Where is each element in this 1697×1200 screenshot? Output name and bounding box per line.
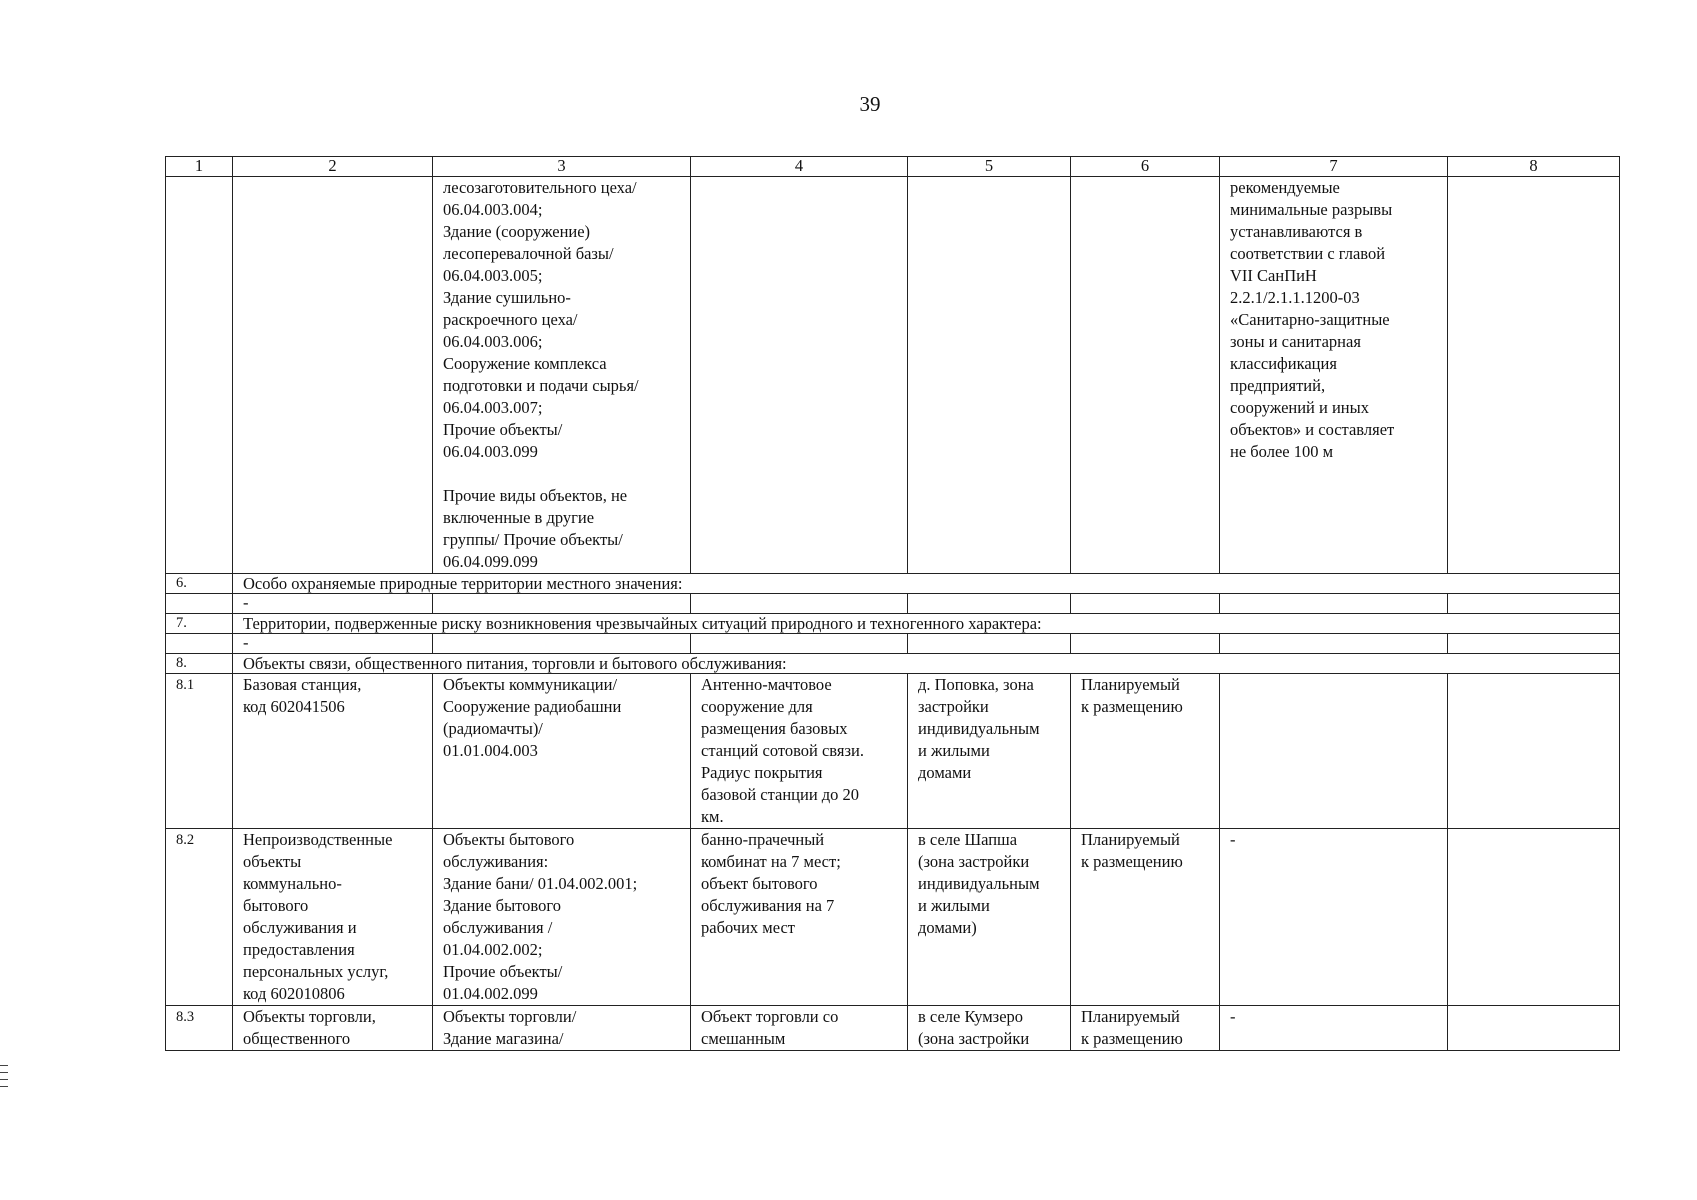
section-row xyxy=(166,654,1620,674)
column-number: 6 xyxy=(1071,157,1220,177)
table-cell xyxy=(166,177,233,574)
sanitary-zone-text: рекомендуемые минимальные разрывы устанавливаются в соответствии с главой VII СанПиН 2.2.1/2.1.1.1200-03 «Санитарно-защитные зоны и санитарная классификация предприятий, сооружений и иных объектов» и составляет не более 100 м xyxy=(1230,178,1395,461)
section-row xyxy=(166,614,1620,634)
table-cell xyxy=(1220,594,1448,614)
table-cell xyxy=(166,634,233,654)
table-cell xyxy=(166,594,233,614)
table-cell xyxy=(1448,829,1620,1006)
table-row xyxy=(166,829,1620,1006)
table-cell: Планируемый к размещению xyxy=(1071,674,1220,829)
row-number: 8.3 xyxy=(166,1006,233,1051)
column-number: 3 xyxy=(433,157,691,177)
table-cell: Непроизводственные объекты коммунально- бытового обслуживания и предоставления персональных услуг, код 602010806 xyxy=(233,829,433,1006)
table-cell xyxy=(1448,674,1620,829)
dash-cell: - xyxy=(233,594,433,614)
column-number: 7 xyxy=(1220,157,1448,177)
table-cell xyxy=(908,594,1071,614)
table-cell: Объекты торговли/ Здание магазина/ xyxy=(433,1006,691,1051)
table-cell: Планируемый к размещению xyxy=(1071,829,1220,1006)
empty-row xyxy=(166,594,1620,614)
section-number: 7. xyxy=(166,614,233,634)
table-cell xyxy=(1448,634,1620,654)
section-title: Объекты связи, общественного питания, торговли и бытового обслуживания: xyxy=(233,654,1620,674)
table-cell xyxy=(1220,177,1448,574)
scan-edge-marks xyxy=(0,1065,8,1093)
continuation-row xyxy=(166,177,1620,574)
section-title: Территории, подверженные риску возникновения чрезвычайных ситуаций природного и техногенного характера: xyxy=(233,614,1620,634)
table-cell: банно-прачечный комбинат на 7 мест; объект бытового обслуживания на 7 рабочих мест xyxy=(691,829,908,1006)
table-cell xyxy=(691,634,908,654)
table-cell: в селе Шапша (зона застройки индивидуальным и жилыми домами) xyxy=(908,829,1071,1006)
dash-cell: - xyxy=(233,634,433,654)
section-title: Особо охраняемые природные территории местного значения: xyxy=(233,574,1620,594)
table-cell xyxy=(908,634,1071,654)
table-cell xyxy=(1071,177,1220,574)
row-number: 8.2 xyxy=(166,829,233,1006)
table-row xyxy=(166,674,1620,829)
table-cell xyxy=(1448,1006,1620,1051)
table-cell: д. Поповка, зона застройки индивидуальным и жилыми домами xyxy=(908,674,1071,829)
table-cell: в селе Кумзеро (зона застройки xyxy=(908,1006,1071,1051)
row-number: 8.1 xyxy=(166,674,233,829)
table-cell: Объекты бытового обслуживания: Здание бани/ 01.04.002.001; Здание бытового обслуживания / 01.04.002.002; Прочие объекты/ 01.04.002.099 xyxy=(433,829,691,1006)
object-list-text: лесозаготовительного цеха/ 06.04.003.004; Здание (сооружение) лесоперевалочной базы/ 06.04.003.005; Здание сушильно- раскроечного цеха/ 06.04.003.006; Сооружение комплекса подготовки и подачи сырья/ 06.04.003.007; Прочие объекты/ 06.04.003.099 xyxy=(443,178,639,461)
empty-row xyxy=(166,634,1620,654)
table-cell: - xyxy=(1220,829,1448,1006)
table-cell xyxy=(1071,634,1220,654)
section-number: 6. xyxy=(166,574,233,594)
table-cell xyxy=(1220,674,1448,829)
table-cell: Объекты торговли, общественного xyxy=(233,1006,433,1051)
table-cell: Базовая станция, код 602041506 xyxy=(233,674,433,829)
table-cell xyxy=(433,634,691,654)
column-number: 2 xyxy=(233,157,433,177)
page-number: 39 xyxy=(859,92,881,116)
table-cell xyxy=(691,594,908,614)
table-cell xyxy=(233,177,433,574)
table-cell xyxy=(908,177,1071,574)
table-cell xyxy=(1220,634,1448,654)
table-cell: Объект торговли со смешанным xyxy=(691,1006,908,1051)
table-cell: Объекты коммуникации/ Сооружение радиобашни (радиомачты)/ 01.01.004.003 xyxy=(433,674,691,829)
table-cell: Планируемый к размещению xyxy=(1071,1006,1220,1051)
table-cell xyxy=(433,594,691,614)
object-list-text: Прочие виды объектов, не включенные в другие группы/ Прочие объекты/ 06.04.099.099 xyxy=(443,486,628,571)
table-cell: - xyxy=(1220,1006,1448,1051)
column-number: 4 xyxy=(691,157,908,177)
column-numbers-row xyxy=(166,157,1620,177)
column-number: 1 xyxy=(166,157,233,177)
table-cell xyxy=(1071,594,1220,614)
table-row xyxy=(166,1006,1620,1051)
column-number: 8 xyxy=(1448,157,1620,177)
table-cell xyxy=(1448,594,1620,614)
section-row xyxy=(166,574,1620,594)
table-cell xyxy=(691,177,908,574)
column-number: 5 xyxy=(908,157,1071,177)
table-cell xyxy=(1448,177,1620,574)
table-cell: Антенно-мачтовое сооружение для размещения базовых станций сотовой связи. Радиус покрытия базовой станции до 20 км. xyxy=(691,674,908,829)
planning-table xyxy=(165,156,1620,1051)
table-cell xyxy=(433,177,691,574)
section-number: 8. xyxy=(166,654,233,674)
